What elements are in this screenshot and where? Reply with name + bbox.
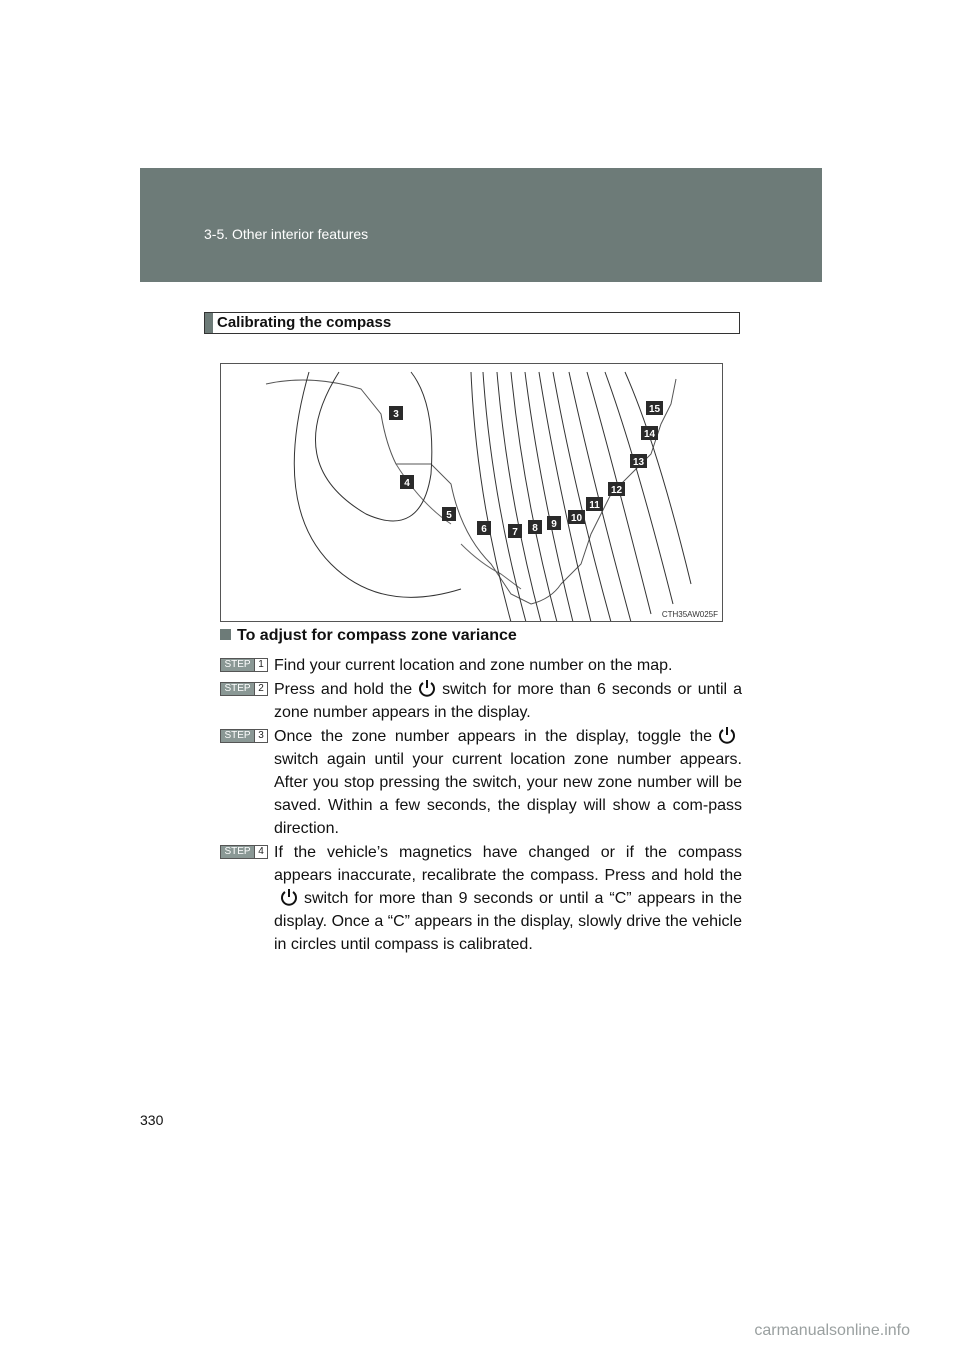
zone-label-4: 4 xyxy=(404,478,410,489)
step-text-post: switch again until your current location zone number appears. After you stop pressing the switch, your new zone number will be saved. Within a few seconds, the display will show a com-pass direction. xyxy=(274,751,742,837)
title-accent xyxy=(205,313,213,333)
section-title: Calibrating the compass xyxy=(217,314,392,331)
zone-label-5: 5 xyxy=(446,510,452,521)
step-text-pre: If the vehicle’s magnetics have changed or if the compass appears inaccurate, recalibrate the compass. Press and hold the xyxy=(274,844,742,884)
step-badge xyxy=(220,845,268,859)
section-label: 3-5. Other interior features xyxy=(204,226,369,242)
zone-label-10: 10 xyxy=(570,513,583,524)
zone-label-15: 15 xyxy=(648,404,661,415)
zone-label-3: 3 xyxy=(393,409,399,420)
step-badge xyxy=(220,658,268,672)
power-switch-icon xyxy=(716,726,738,744)
step-text-pre: Once the zone number appears in the display, toggle the xyxy=(274,728,712,745)
zone-map-drawing xyxy=(221,364,723,622)
map-image-code: CTH35AW025F xyxy=(661,610,718,619)
step-badge-label: STEP xyxy=(221,846,254,858)
zone-label-12: 12 xyxy=(610,485,623,496)
step-1 xyxy=(220,654,742,677)
step-3 xyxy=(220,725,742,840)
step-4 xyxy=(220,841,742,956)
step-badge-number: 1 xyxy=(254,659,267,671)
zone-label-6: 6 xyxy=(481,524,487,535)
subheading xyxy=(220,627,517,645)
step-text-post: switch for more than 6 seconds or until a zone number appears in the display. xyxy=(274,681,743,721)
zone-label-7: 7 xyxy=(512,527,518,538)
page-number: 330 xyxy=(140,1112,164,1128)
step-text xyxy=(274,725,742,840)
step-text: Find your current location and zone number on the map. xyxy=(274,657,673,674)
zone-label-13: 13 xyxy=(632,457,645,468)
compass-zone-map xyxy=(220,363,723,622)
step-badge-label: STEP xyxy=(221,730,254,742)
watermark: carmanualsonline.info xyxy=(754,1322,910,1339)
step-badge xyxy=(220,729,268,743)
step-2 xyxy=(220,678,742,724)
step-badge xyxy=(220,682,268,696)
step-text-pre: Press and hold the xyxy=(274,681,413,698)
step-text xyxy=(274,841,742,956)
bullet-square-icon xyxy=(220,629,231,640)
step-text-post: switch for more than 9 seconds or until a “C” appears in the display. Once a “C” appears in the display, slowly drive the vehicle in circles until compass is calibrated. xyxy=(274,890,742,953)
power-switch-icon xyxy=(416,679,438,697)
zone-label-8: 8 xyxy=(532,523,538,534)
step-badge-number: 4 xyxy=(254,846,267,858)
step-badge-number: 2 xyxy=(254,683,267,695)
zone-label-9: 9 xyxy=(551,519,557,530)
step-badge-label: STEP xyxy=(221,683,254,695)
zone-label-14: 14 xyxy=(643,429,656,440)
subheading-text: To adjust for compass zone variance xyxy=(237,627,517,644)
section-title-bar xyxy=(204,312,740,334)
step-text xyxy=(274,678,742,724)
power-switch-icon xyxy=(278,888,300,906)
step-badge-label: STEP xyxy=(221,659,254,671)
zone-label-11: 11 xyxy=(589,500,600,511)
step-badge-number: 3 xyxy=(254,730,267,742)
header-band xyxy=(140,168,822,282)
